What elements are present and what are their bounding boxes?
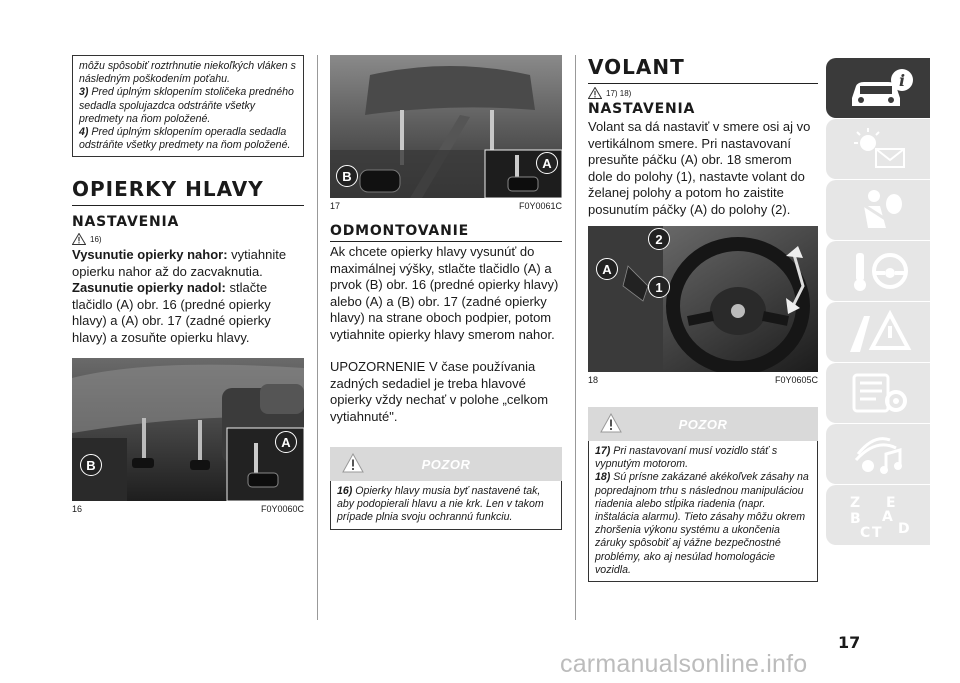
road-warning-icon (846, 308, 916, 356)
figure-17-caption (330, 201, 562, 211)
warning-lights-icon (846, 125, 916, 173)
section-title-steering-wheel: VOLANT (588, 55, 818, 84)
badge-a: A (596, 258, 618, 280)
rear-seat-notice: UPOZORNENIE V čase používania zadných sedadiel je treba hlavové opierky vždy nechať v polohe „celkom vytiahnuté". (330, 359, 549, 424)
warning-refs: 17) 18) (588, 87, 818, 99)
removal-paragraph: Ak chcete opierky hlavy vysunúť do maximálnej výšky, stlačte tlačidlo (A) a prvok (B) obr. 16 (predné opierky hlavy) alebo (A) a (B) obr. 17 (zadné opierky hlavy) na strane oboch podpier, potom vytiahnite opierky hlavy smerom nahor. (330, 244, 559, 342)
key-wheel-icon (846, 247, 916, 295)
tab-maintenance[interactable] (826, 363, 930, 423)
tab-multimedia[interactable] (826, 424, 930, 484)
warning-refs: 16) (72, 233, 304, 245)
headrest-down-paragraph: Zasunutie opierky nadol: stlačte tlačidlo (A) obr. 16 (predné opierky hlavy) a (A) obr. 17 (zadné opierky hlavy) a zosuňte opierku hlavy. (72, 280, 271, 345)
note-continuation: môžu spôsobiť roztrhnutie niekoľkých vláken s následným poškodením poťahu. (79, 60, 296, 86)
figure-16-caption (72, 504, 304, 514)
headrest-up-paragraph: Vysunutie opierky nahor: vytiahnite opierku nahor až do zacvaknutia. (72, 247, 287, 279)
index-letter: T (872, 525, 882, 539)
tab-emergency[interactable] (826, 302, 930, 362)
caution-item-18: 18) Sú prísne zakázané akékoľvek zásahy na popredajnom trhu s následnou manipuláciou riadenia alebo stĺpika riadenia (napr. inštalácia alarmu). Tieto zásahy môžu okrem zhoršenia výkonu systému a ukončenia záruky spôsobiť aj vážne bezpečnostné problémy, ako aj nesúlad homologácie vozidla. (595, 471, 809, 576)
figure-code: F0Y0061C (518, 201, 562, 211)
page-number: 17 (838, 633, 861, 652)
badge-b: B (336, 165, 358, 187)
rear-headrest-illustration (330, 55, 562, 198)
section-title-headrests: OPIERKY HLAVY (72, 177, 304, 206)
badge-b: B (80, 454, 102, 476)
column-3 (588, 0, 818, 582)
subsection-title-settings: NASTAVENIA (72, 214, 180, 231)
index-letter: B (850, 511, 861, 527)
tab-warning-lights[interactable] (826, 119, 930, 179)
figure-code: F0Y0605C (774, 375, 818, 385)
warning-triangle-icon (72, 233, 86, 245)
subsection-title-settings: NASTAVENIA (588, 101, 696, 117)
column-separator (317, 55, 318, 620)
index-letter: D (898, 521, 910, 537)
car-info-icon (846, 64, 916, 112)
warning-triangle-icon (588, 87, 602, 99)
figure-number: 17 (330, 201, 341, 211)
maintenance-icon (846, 369, 916, 417)
tab-car-info[interactable] (826, 58, 930, 118)
tab-starting-driving[interactable] (826, 241, 930, 301)
tab-safety[interactable] (826, 180, 930, 240)
steering-wheel-illustration (588, 226, 818, 372)
figure-16-photo (72, 358, 304, 501)
caution-box (588, 441, 818, 582)
badge-2: 2 (648, 228, 670, 250)
figure-18-photo (588, 226, 818, 372)
intro-note-box (72, 55, 304, 157)
caution-header (330, 447, 562, 481)
badge-a: A (275, 431, 297, 453)
badge-1: 1 (648, 276, 670, 298)
note-item-4: 4) Pred úplným sklopením operadla sedadla odstráňte všetky predmety na ňom položené. (79, 126, 291, 152)
chapter-tabs (826, 58, 930, 546)
column-2 (330, 0, 562, 530)
caution-label: POZOR (421, 457, 471, 472)
watermark: carmanualsonline.info (560, 650, 808, 678)
figure-17-photo (330, 55, 562, 198)
index-letter: A (882, 509, 893, 525)
media-icon (846, 430, 916, 478)
column-1 (72, 0, 304, 514)
index-letters-icon (846, 491, 916, 539)
svg-text:i: i (899, 71, 906, 90)
index-letter: E (886, 495, 896, 511)
figure-number: 16 (72, 504, 83, 515)
index-letter: C (860, 525, 871, 539)
figure-18-caption (588, 375, 818, 385)
figure-code: F0Y0060C (260, 504, 304, 515)
steering-adjust-paragraph: Volant sa dá nastaviť v smere osi aj vo vertikálnom smere. Pri nastavovaní presuňte páčku (A) obr. 18 smerom dole do polohy (1), nastavte volant do želanej polohy a potom ho zaistite posunutím páčky (A) do polohy (2). (588, 119, 811, 217)
airbag-person-icon (846, 186, 916, 234)
figure-number: 18 (588, 375, 599, 385)
badge-a: A (536, 152, 558, 174)
note-item-3: 3) Pred úplným sklopením stoličeka predného sedadla spolujazdca odstráňte všetky predmety na ňom položené. (79, 86, 294, 125)
tab-index[interactable] (826, 485, 930, 545)
front-headrest-illustration (72, 358, 304, 501)
caution-box: 16) Opierky hlavy musia byť nastavené tak, aby podopierali hlavu a nie krk. Len v takom prípade plnia svoju ochrannú funkciu. (330, 481, 562, 530)
index-letter: Z (850, 495, 861, 511)
caution-label: POZOR (678, 417, 728, 432)
subsection-title-removal: ODMONTOVANIE (330, 223, 562, 242)
caution-item-17: 17) Pri nastavovaní musí vozidlo stáť s vypnutým motorom. (595, 445, 778, 471)
caution-header (588, 407, 818, 441)
column-separator (575, 55, 576, 620)
